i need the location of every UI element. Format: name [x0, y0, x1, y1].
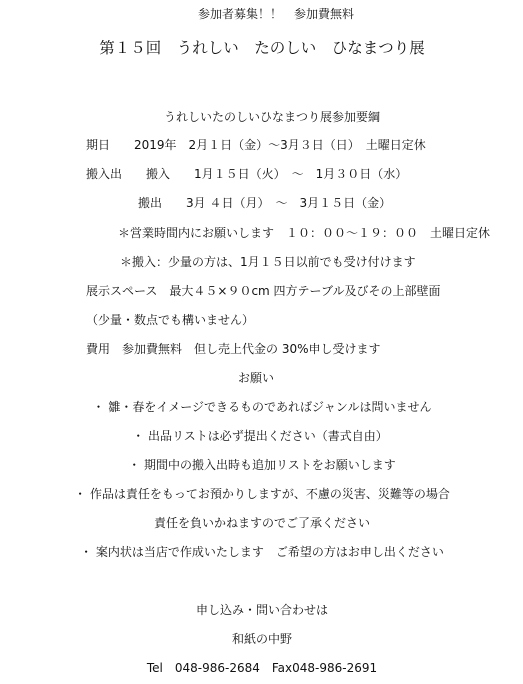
guidelines-subtitle: うれしいたのしいひなまつり展参加要綱 — [163, 110, 381, 124]
business-hours-note: ＊営業時間内にお願いします １０：００～１９：００ 土曜日定休 — [118, 226, 491, 240]
request-item: ・ 作品は責任をもってお預かりしますが、不慮の災害、災難等の場合 — [74, 487, 450, 501]
requests-heading: お願い — [237, 371, 275, 385]
contact-heading: 申し込み・問い合わせは — [195, 603, 329, 617]
request-item: ・ 出品リストは必ず提出ください（書式自由） — [132, 429, 388, 443]
request-item: ・ 期間中の搬入出時も追加リストをお願いします — [128, 458, 396, 472]
delivery-out-line: 搬出 3月 ４日（月） ～ 3月１５日（金） — [138, 196, 392, 210]
delivery-in-line: 搬入出 搬入 1月１５日（火） ～ 1月３０日（水） — [86, 167, 408, 181]
small-delivery-note: ＊搬入：少量の方は、1月１５日以前でも受け付けます — [120, 255, 416, 269]
exhibition-title: 第１５回 うれしい たのしい ひなまつり展 — [99, 39, 425, 57]
phone-fax-line: Tel 048-986-2684 Fax048-986-2691 — [146, 661, 378, 675]
request-item: ・ 雛・春をイメージできるものであればジャンルは問いません — [92, 400, 432, 414]
recruit-header: 参加者募集！！ 参加費無料 — [197, 7, 355, 21]
display-space-line: 展示スペース 最大４５×９０cm 四方テーブル及びその上部壁面 — [86, 284, 441, 298]
shop-name: 和紙の中野 — [231, 632, 293, 646]
fee-line: 費用 参加費無料 但し売上代金の 30%申し受けます — [86, 342, 381, 356]
request-item: ・ 案内状は当店で作成いたします ご希望の方はお申し出ください — [80, 545, 444, 559]
period-line: 期日 2019年 2月１日（金）～3月３日（日） 土曜日定休 — [86, 138, 426, 152]
display-space-note: （少量・数点でも構いません） — [86, 313, 255, 327]
request-item-continued: 責任を負いかねますのでご了承ください — [153, 516, 371, 530]
